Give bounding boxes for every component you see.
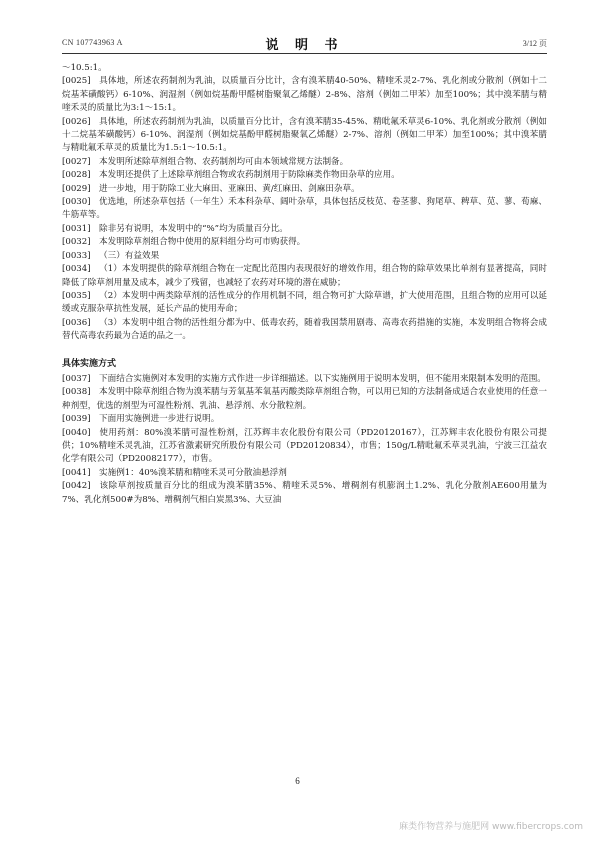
paragraph xyxy=(62,236,547,249)
document-body xyxy=(62,62,547,507)
paragraph-text: 下面结合实施例对本发明的实施方式作进一步详细描述。以下实施例用于说明本发明，但不能用来限制本发明的范围。 xyxy=(99,373,546,384)
paragraph-number: [0030] xyxy=(62,197,91,208)
paragraph xyxy=(62,427,547,467)
paragraph xyxy=(62,250,547,263)
section-heading: 具体实施方式 xyxy=(62,358,117,369)
paragraph-number: [0034] xyxy=(62,264,91,275)
paragraph-text: 本发明所述除草剂组合物、农药制剂均可由本领域常规方法制备。 xyxy=(99,156,349,167)
paragraph-text: 本发明中除草剂组合物为溴苯腈与芳氧基苯氧基丙酸类除草剂组合物，可以用已知的方法制备成适合农业使用的任意一种剂型，优选的剂型为可湿性粉剂、乳油、悬浮剂、水分散粒剂。 xyxy=(62,387,547,411)
paragraph xyxy=(62,223,547,236)
publication-number: CN 107743963 A xyxy=(62,38,123,47)
paragraph xyxy=(62,317,547,344)
paragraph-text: ～10.5:1。 xyxy=(62,63,107,73)
paragraph xyxy=(62,183,547,196)
paragraph xyxy=(62,480,547,507)
document-title: 说 明 书 xyxy=(265,38,344,53)
paragraph-list xyxy=(62,62,547,344)
paragraph xyxy=(62,62,547,75)
paragraph-text: 具体地，所述农药制剂为乳油，以质量百分比计，含有溴苯腈40-50%、精喹禾灵2-7%、乳化剂或分散剂（例如十二烷基苯磺酸钙）6-10%、润湿剂（例如烷基酚甲醛树脂聚氧乙烯醚）2-8%、溶剂（例如二甲苯）加至100%；其中溴苯腈与精喹禾灵的质量比为3:1～15:1。 xyxy=(62,76,547,114)
paragraph-text: 优选地，所述杂草包括（一年生）禾本科杂草、阔叶杂草，具体包括反枝苋、卷茎蓼、狗尾草、稗草、苋、蓼、荀麻、牛筋草等。 xyxy=(62,197,547,221)
paragraph-number: [0026] xyxy=(62,116,91,127)
paragraph-number: [0039] xyxy=(62,414,91,425)
paragraph-text: 除非另有说明，本发明中的“%”均为质量百分比。 xyxy=(99,223,288,234)
paragraph xyxy=(62,290,547,317)
paragraph-text: 具体地，所述农药制剂为乳油，以质量百分比计，含有溴苯腈35-45%、精吡氟禾草灵6-10%、乳化剂或分散剂（例如十二烷基苯磺酸钙）6-10%、润湿剂（例如烷基酚甲醛树脂聚氧乙烯醚）2-7%、溶剂（例如二甲苯）加至100%；其中溴苯腈与精吡氟禾草灵的质量比为1.5:1～10.5:1。 xyxy=(62,116,547,154)
paragraph-number: [0028] xyxy=(62,170,91,181)
header-divider xyxy=(62,53,547,54)
paragraph-number: [0027] xyxy=(62,156,91,167)
paragraph xyxy=(62,263,547,290)
paragraph-number: [0031] xyxy=(62,223,91,234)
paragraph xyxy=(62,169,547,182)
paragraph xyxy=(62,196,547,223)
page-indicator: 3/12 页 xyxy=(522,39,547,48)
paragraph-text: 本发明还提供了上述除草剂组合物或农药制剂用于防除麻类作物田杂草的应用。 xyxy=(99,170,400,181)
paragraph xyxy=(62,413,547,426)
paragraph-number: [0029] xyxy=(62,183,91,194)
page-number: 6 xyxy=(295,776,300,786)
page-header xyxy=(62,34,547,53)
paragraph xyxy=(62,373,547,386)
paragraph-number: [0033] xyxy=(62,250,91,261)
paragraph-number: [0035] xyxy=(62,290,91,301)
paragraph-number: [0025] xyxy=(62,76,91,87)
paragraph-text: （3）本发明中组合物的活性组分都为中、低毒农药，随着我国禁用剧毒、高毒农药措施的实施，本发明组合物将会成替代高毒农药最为合适的品之一。 xyxy=(62,317,547,342)
paragraph-number: [0040] xyxy=(62,427,91,438)
watermark: 麻类作物营养与施肥网 www.fibercrops.com xyxy=(399,822,583,832)
paragraph xyxy=(62,467,547,480)
paragraph-number: [0036] xyxy=(62,317,91,328)
paragraph-number: [0042] xyxy=(62,481,91,492)
paragraph-text: 该除草剂按质量百分比的组成为溴苯腈35%、精喹禾灵5%、增稠剂有机膨润土1.2%、乳化分散剂AE600用量为7%、乳化剂500#为8%、增稠剂气相白炭黑3%、大豆油 xyxy=(62,481,547,505)
paragraph-list-2 xyxy=(62,373,547,507)
paragraph-text: （1）本发明提供的除草剂组合物在一定配比范围内表现很好的增效作用，组合物的除草效果比单剂有显著提高，同时降低了除草剂用量及成本，减少了残留，也减轻了农药对环境的潜在威胁； xyxy=(62,264,547,288)
paragraph xyxy=(62,156,547,169)
paragraph-number: [0032] xyxy=(62,237,91,248)
paragraph-text: 进一步地，用于防除工业大麻田、亚麻田、黄/红麻田、剑麻田杂草。 xyxy=(99,183,360,194)
paragraph xyxy=(62,75,547,115)
paragraph-text: 下面用实施例进一步进行说明。 xyxy=(99,414,220,425)
paragraph-text: 本发明除草剂组合物中使用的原料组分均可市购获得。 xyxy=(99,237,306,248)
paragraph-text: 实施例1：40%溴苯腈和精喹禾灵可分散油悬浮剂 xyxy=(99,467,287,478)
paragraph xyxy=(62,386,547,413)
paragraph-number: [0037] xyxy=(62,373,91,384)
paragraph-number: [0041] xyxy=(62,467,91,478)
paragraph xyxy=(62,116,547,156)
paragraph-text: （2）本发明中两类除草剂的活性成分的作用机制不同，组合物可扩大除草谱，扩大使用范围，且组合物的应用可以延缓或克服杂草抗性发展，延长产品的使用寿命； xyxy=(62,290,547,315)
paragraph-text: （三）有益效果 xyxy=(99,250,160,261)
paragraph-text: 使用药剂：80%溴苯腈可湿性粉剂，江苏辉丰农化股份有限公司（PD20120167），江苏辉丰农化股份有限公司提供；10%精喹禾灵乳油，江苏省激素研究所股份有限公司（PD20120834），市售；150g/L精吡氟禾草灵乳油，宁波三江益农化学有限公司（PD20082177），市售。 xyxy=(62,427,547,465)
paragraph-number: [0038] xyxy=(62,387,91,398)
